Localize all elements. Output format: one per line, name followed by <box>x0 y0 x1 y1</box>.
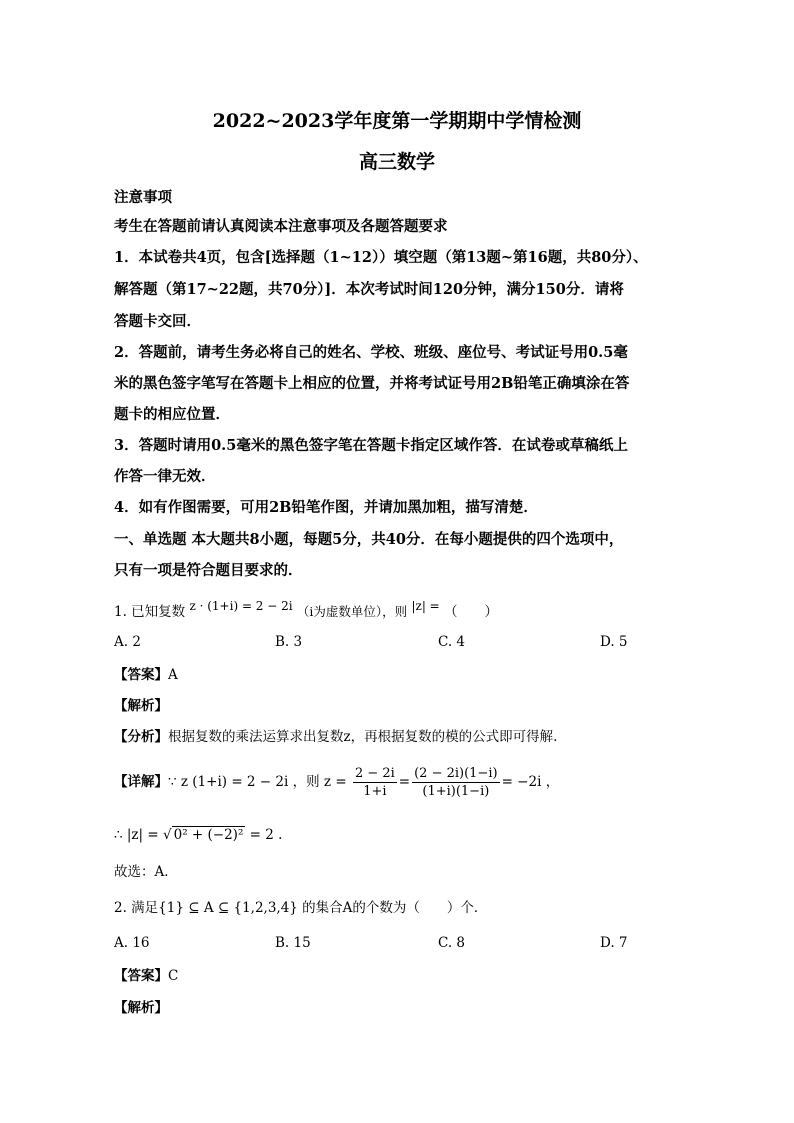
section-1-line-2: 只有一项是符合题目要求的． <box>114 562 303 579</box>
modulus-result: = 2 . <box>249 827 283 843</box>
fraction-1-denominator: 1+i <box>363 784 387 799</box>
notice-intro: 考生在答题前请认真阅读本注意事项及各题答题要求 <box>114 218 448 235</box>
detail-tag: 【详解】 <box>114 774 168 790</box>
notice-item-2-line-3: 题卡的相应位置． <box>114 406 230 423</box>
notice-item-1-line-1: 1．本试卷共4页，包含[选择题（1~12））填空题（第13题~第16题，共80分）、 <box>114 249 648 266</box>
question-2-answer <box>114 966 694 986</box>
notice-heading: 注意事项 <box>114 189 172 206</box>
question-1-suffix: （ ） <box>444 604 499 620</box>
question-2-stem: 2. 满足{1} ⊆ A ⊆ {1,2,3,4} 的集合A的个数为（ ）个． <box>114 900 488 916</box>
question-1-option-b: B. 3 <box>275 634 303 650</box>
detail-z: z = <box>323 774 347 790</box>
answer-value: C <box>168 968 179 984</box>
question-2-option-c: C. 8 <box>438 935 466 951</box>
fenxi-tag: 【分析】 <box>114 729 168 745</box>
fraction-2 <box>412 765 499 800</box>
square-root-body: 0² + (−2)² <box>173 827 244 843</box>
fraction-1-numerator: 2 − 2i <box>354 766 395 781</box>
fraction-2-numerator: (2 − 2i)(1−i) <box>414 766 498 781</box>
question-1-analysis-tag: 【解析】 <box>114 698 168 714</box>
question-2-option-d: D. 7 <box>600 935 628 951</box>
notice-item-1-line-3: 答题卡交回． <box>114 313 201 330</box>
question-1-stem <box>114 599 694 622</box>
notice-item-3-line-2: 作答一律无效． <box>114 468 216 485</box>
question-1-note: （i为虚数单位），则 <box>296 604 408 619</box>
question-2-option-b: B. 15 <box>275 935 311 951</box>
answer-tag: 【答案】 <box>114 968 168 984</box>
notice-item-3-line-1: 3．答题时请用0.5毫米的黑色签字笔在答题卡指定区域作答．在试卷或草稿纸上 <box>114 437 628 454</box>
question-1-modulus-calc <box>114 825 694 845</box>
question-1-option-c: C. 4 <box>438 634 466 650</box>
answer-value: A <box>168 667 178 683</box>
question-1-options <box>114 634 714 654</box>
notice-item-2-line-1: 2．答题前，请考生务必将自己的姓名、学校、班级、座位号、考试证号用0.5毫 <box>114 344 628 361</box>
question-1-answer <box>114 665 694 685</box>
fraction-2-denominator: (1+i)(1−i) <box>422 784 490 799</box>
notice-item-4: 4．如有作图需要，可用2B铅笔作图，并请加黑加粗，描写清楚． <box>114 499 538 516</box>
question-2-analysis-tag: 【解析】 <box>114 1000 168 1016</box>
question-2-options <box>114 935 714 955</box>
square-root: √ 0² + (−2)² <box>163 827 244 843</box>
question-1-fenxi <box>114 727 694 747</box>
detail-given: ∵ z (1+i) = 2 − 2i ，则 <box>168 774 320 790</box>
question-1-prefix: 1. 已知复数 <box>114 604 186 620</box>
notice-item-2-line-2: 米的黑色签字笔写在答题卡上相应的位置，并将考试证号用2B铅笔正确填涂在答 <box>114 375 630 392</box>
question-1-detail: 【详解】∵ z (1+i) = 2 − 2i ，则 z = $\frac{2 - 2i}{1+i}$ = $\frac{(2 - 2i)(1-i)}{(1+i)(1-i)}$ = −2i ， <box>114 766 560 799</box>
fenxi-text: 根据复数的乘法运算求出复数z，再根据复数的模的公式即可得解. <box>168 729 558 745</box>
therefore-modulus: ∴ |z| = <box>114 827 159 843</box>
question-1-option-a: A. 2 <box>114 634 141 650</box>
question-2-option-a: A. 16 <box>114 935 150 951</box>
detail-result: = −2i ， <box>501 774 560 790</box>
question-1-modulus: |z| = <box>411 599 440 613</box>
answer-tag: 【答案】 <box>114 667 168 683</box>
fraction-1 <box>353 765 397 800</box>
question-1-equation: z · (1+i) = 2 − 2i <box>189 599 293 613</box>
question-1-conclusion: 故选：A． <box>114 864 178 880</box>
exam-subject: 高三数学 <box>358 151 435 173</box>
notice-item-1-line-2: 解答题（第17~22题，共70分）]．本次考试时间120分钟，满分150分．请将 <box>114 281 624 298</box>
exam-title: 2022~2023学年度第一学期期中学情检测 <box>212 110 582 132</box>
section-1-line-1: 一、单选题 本大题共8小题，每题5分，共40分．在每小题提供的四个选项中， <box>114 531 624 548</box>
question-1-option-d: D. 5 <box>600 634 628 650</box>
